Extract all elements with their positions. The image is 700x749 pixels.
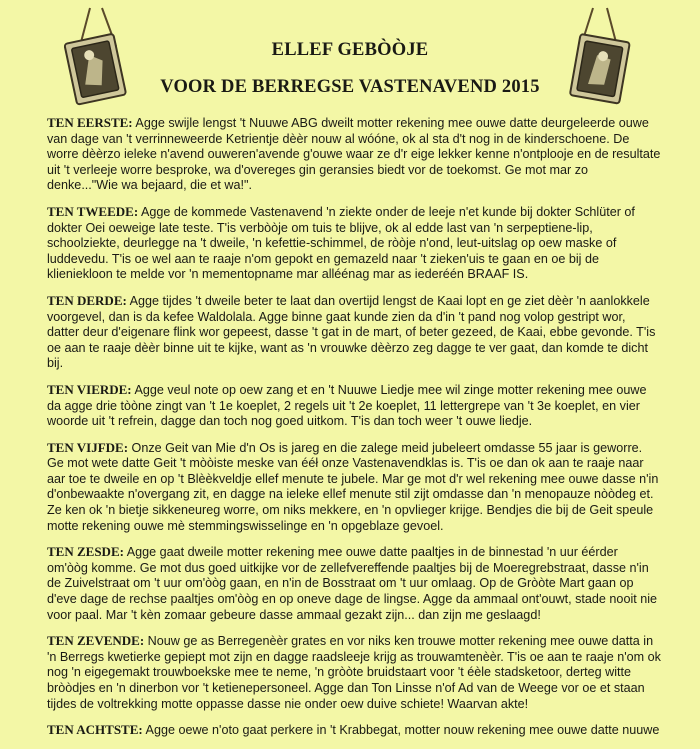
rule-label: TEN VIERDE: — [47, 381, 132, 397]
rule-paragraph — [47, 544, 661, 623]
rule-paragraph — [47, 722, 661, 739]
rule-label: TEN ACHTSTE: — [47, 722, 143, 738]
rule-label: TEN VIJFDE: — [47, 439, 129, 455]
rule-label: TEN ZEVENDE: — [47, 633, 145, 649]
rule-paragraph — [47, 204, 661, 283]
rule-paragraph — [47, 633, 661, 712]
rule-text: Agge swijle lengst 't Nuuwe ABG dweilt motter rekening mee ouwe datte deurgeleerde ouwe van dage van 't verrinneweerde Ketrientje dèèr nouw al wóóne, ok al sta d't nog in de kinderschoene. De worre dèèrzo ieleke n'avend ouweren'avende g'ouwe waar ze d'r eige lekker kenne n'ontplooje en de resultate uit 't verleeje worre besproke, wa d'overeges gin geransies biedt vor de toekomst. Ge mot mar zo denke..."Wie wa bejaard, die et wa!". — [47, 116, 661, 193]
rule-paragraph — [47, 440, 661, 535]
rule-label: TEN TWEEDE: — [47, 203, 139, 219]
rule-paragraph — [47, 115, 661, 194]
rule-text: Agge de kommede Vastenavend 'n ziekte onder de leeje n'et kunde bij dokter Schlüter of dokter Oei oeweige late teste. T'is verbòòje om tuis te blijve, ok al edde last van 'n serpeptiene-lip, schoolziekte, deurlegge na 't dweile, 'n kefettie-schimmel, de ròòje n'ond, leut-uitslag op oew maske of luddevedu. T'is oe wel aan te raaje n'om gepokt en gemazeld naar 't zieken'uis te gaan en oe bij de klieniekloon te melde vor 'n mementopname mar alléénag mar as iederéén BRAAF IS. — [47, 204, 635, 282]
rule-label: TEN ZESDE: — [47, 544, 124, 560]
rules-list — [47, 115, 661, 749]
rule-paragraph — [47, 382, 661, 430]
rule-text: Agge oewe n'oto gaat perkere in 't Krabbegat, motter nouw rekening mee ouwe datte nuuwe — [142, 723, 660, 738]
rule-label: TEN EERSTE: — [47, 115, 133, 130]
rule-text: Agge gaat dweile motter rekening mee ouwe datte paaltjes in de binnestad 'n uur éérder om'òòg komme. Ge mot dus goed uitkijke vor de zellefvereffende paaltjes bij de Moeregrebstraat, dasse n'in de Zuivelstraat om 't uur om'òòg gaan, en n'in de Bosstraat om 't uur omlaag. Op de Gròòte Mart gaan op d'eve dage de rechse paaltjes om'òòg en op oneve dage de lingse. Agge da ammaal ont'ouwt, stade nooit nie voor paal. Mar 't kèn zomaar gebeure dasse ammaal gezakt zijn... dan zijn me geslaagd! — [47, 545, 658, 622]
page-title: ELLEF GEBÒÒJE — [271, 40, 429, 60]
rule-text: Onze Geit van Mie d'n Os is jareg en die zalege meid jubeleert omdasse 55 jaar is geworre. Ge mot wete datte Geit 't mòòiste meske van ééł onze Vastenavendklas is. T'is oe dan ok aan te raaje naar aar toe te dweile en op 't Blèèkveldje ellef menute te jubele. Mar ge mot d'r wel rekening mee ouwe dasse n'in d'onbewaakte n'overgang zit, en dagge na ieleke ellef menute stil zijt omdasse dan 'n menopauze nòòdeg et. Ze ken ok 'n bietje sikkeneureg worre, om niks mekkere, en 'n opvlieger krijge. Bendjes die bij de Geit speule motte rekening ouwe mè stemmingswisselinge en 'n opgeblaze gevoel. — [47, 440, 659, 533]
rule-text: Agge tijdes 't dweile beter te laat dan overtijd lengst de Kaai lopt en ge ziet dèèr 'n aanlokkele voorgevel, dan is da kefee Waldolala. Agge binne gaat kunde zien da d'in 't pand nog volop gestript wor, datter deur d'eigenare flink wor gepeest, dasse 't gat in de mart, of beter gezeed, de Kaai, ebbe gevonde. T'is oe aan te raaje dèèr binne uit te kijke, want as 'n vrouwke dèèrzo zeg dagge te ver gaat, dan komde te dicht bij. — [47, 293, 656, 371]
page-subtitle: VOOR DE BERREGSE VASTENAVEND 2015 — [160, 77, 540, 97]
rule-text: Agge veul note op oew zang et en 't Nuuwe Liedje mee wil zinge motter rekening mee ouwe da agge drie tòòne zingt van 't 1e koeplet, 2 regels uit 't 2e koeplet, 11 lettergrepe van 't 3e koeplet, en vier woorde uit 't refrein, dagge dan toch nog goed uitkom. T'is dan toch weer 't ouwe liedje. — [47, 382, 647, 429]
rule-label: TEN DERDE: — [47, 292, 127, 308]
rule-text: Nouw ge as Berregenèèr grates en vor niks ken trouwe motter rekening mee ouwe datta in 'n Berregs kwetierke gepiept mot zijn en dagge raadsleeje krijg as trouwamtenèèr. T'is oe aan te raaje n'om ok nog 'n eigegemakt trouwboekske mee te neme, 'n gròòte bruidstaart voor 't éèle stadsketoor, derteg witte bròòdjes en 'n dinerbon vor 't ketienepersoneel. Agge dan Ton Linsse n'of Ad van de Weege vor oe et staan tijdes de voltrekking motte oppasse dasse nie onder oew duive schiete! Waarvan akte! — [47, 634, 661, 711]
rule-paragraph — [47, 293, 661, 372]
